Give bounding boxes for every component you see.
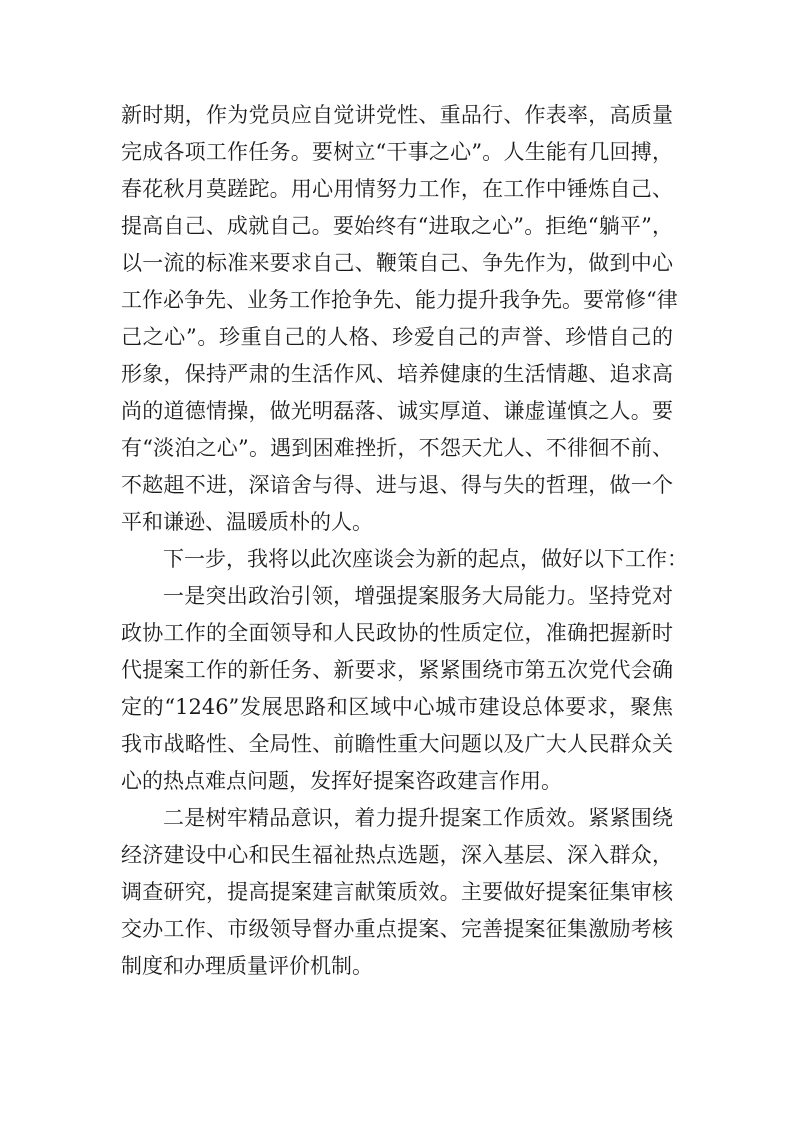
text-line: 调查研究，提高提案建言献策质效。主要做好提案征集审核 <box>121 880 673 904</box>
text-line: 以一流的标准来要求自己、鞭策自己、争先作为，做到中心 <box>121 251 673 275</box>
text-line: 代提案工作的新任务、新要求，紧紧围绕市第五次党代会确 <box>121 658 673 682</box>
paragraph-end-line: 心的热点难点问题，发挥好提案咨政建言作用。 <box>121 769 562 793</box>
text-line: 形象，保持严肃的生活作风、培养健康的生活情趣、追求高 <box>121 362 673 386</box>
text-line: 不趑趄不进，深谙舍与得、进与退、得与失的哲理，做一个 <box>121 473 673 497</box>
point-one-heading-line: 一是突出政治引领，增强提案服务大局能力。坚持党对 <box>163 584 673 608</box>
paragraph-end-line: 平和谦逊、温暖质朴的人。 <box>121 510 373 534</box>
text-line: 工作必争先、业务工作抢争先、能力提升我争先。要常修“律 <box>121 288 678 312</box>
text-line: 己之心”。珍重自己的人格、珍爱自己的声誉、珍惜自己的 <box>121 325 673 349</box>
text-line: 我市战略性、全局性、前瞻性重大问题以及广大人民群众关 <box>121 732 673 756</box>
paragraph-intro-line: 下一步，我将以此次座谈会为新的起点，做好以下工作： <box>163 547 688 571</box>
text-line: 春花秋月莫蹉跎。用心用情努力工作，在工作中锤炼自己、 <box>121 177 673 201</box>
text-line: 完成各项工作任务。要树立“干事之心”。人生能有几回搏， <box>121 140 673 164</box>
text-line: 定的“1246”发展思路和区域中心城市建设总体要求，聚焦 <box>121 695 673 719</box>
point-two-heading-line: 二是树牢精品意识，着力提升提案工作质效。紧紧围绕 <box>163 806 673 830</box>
text-line: 经济建设中心和民生福祉热点选题，深入基层、深入群众， <box>121 843 673 867</box>
text-line: 政协工作的全面领导和人民政协的性质定位，准确把握新时 <box>121 621 673 645</box>
text-line: 新时期，作为党员应自觉讲党性、重品行、作表率，高质量 <box>121 103 673 127</box>
text-line: 有“淡泊之心”。遇到困难挫折，不怨天尤人、不徘徊不前、 <box>121 436 673 460</box>
paragraph-end-line: 制度和办理质量评价机制。 <box>121 954 373 978</box>
text-line: 交办工作、市级领导督办重点提案、完善提案征集激励考核 <box>121 917 673 941</box>
text-line: 尚的道德情操，做光明磊落、诚实厚道、谦虚谨慎之人。要 <box>121 399 673 423</box>
text-line: 提高自己、成就自己。要始终有“进取之心”。拒绝“躺平”， <box>121 214 673 238</box>
